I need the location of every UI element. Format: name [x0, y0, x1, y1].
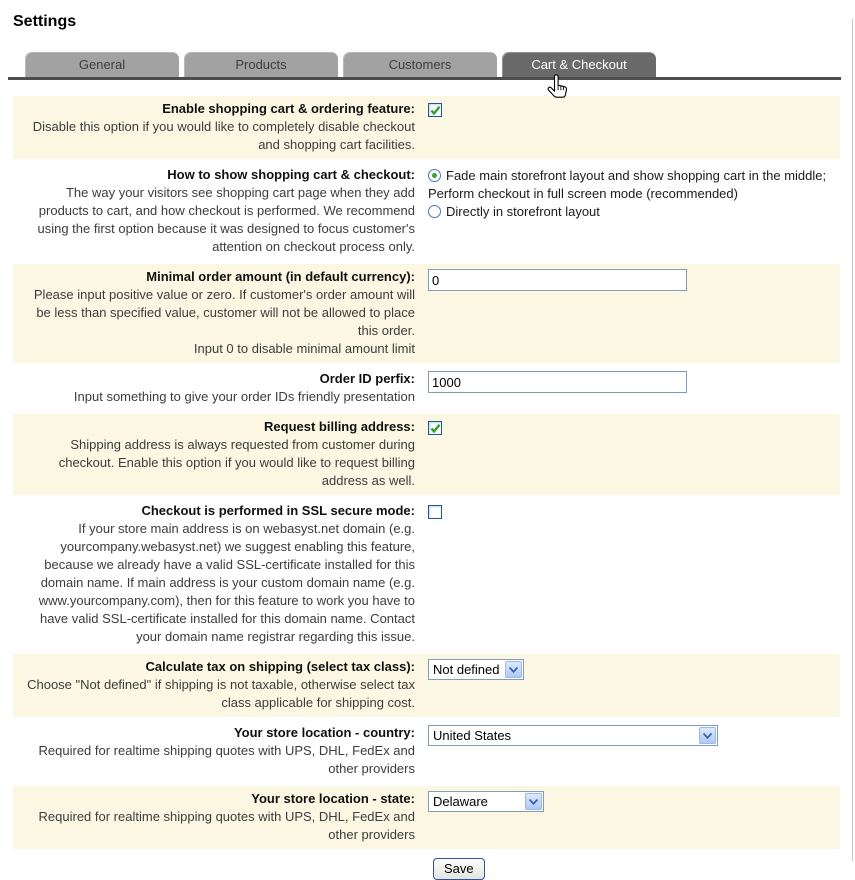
row-minimal-order-amount	[13, 264, 840, 363]
panel-right-border	[852, 19, 853, 861]
tab-general[interactable]: General	[25, 52, 179, 77]
tax-on-shipping-description: Choose "Not defined" if shipping is not taxable, otherwise select tax class applicable for shipping cost.	[27, 677, 415, 710]
row-cart-display-mode	[13, 162, 840, 261]
enable-cart-checkbox[interactable]	[428, 103, 442, 117]
chevron-down-icon	[699, 727, 716, 744]
page-title: Settings	[13, 13, 77, 30]
radio-option-storefront-layout-label: Directly in storefront layout	[446, 204, 600, 219]
radio-button-icon[interactable]	[428, 169, 441, 182]
tax-class-select-value: Not defined	[433, 662, 500, 677]
store-state-select-value: Delaware	[433, 794, 488, 809]
radio-option-fade-layout-label: Fade main storefront layout and show shopping cart in the middle; Perform checkout in full screen mode (recommended)	[428, 168, 827, 201]
cart-display-mode-label: How to show shopping cart & checkout:	[167, 167, 415, 182]
request-billing-address-checkbox[interactable]	[428, 421, 442, 435]
tab-cart-checkout[interactable]: Cart & Checkout	[502, 52, 656, 77]
minimal-order-amount-label: Minimal order amount (in default currency):	[146, 269, 415, 284]
row-order-id-prefix	[13, 366, 840, 411]
radio-option-fade-layout[interactable]	[428, 167, 840, 203]
tax-class-select[interactable]	[428, 659, 524, 680]
enable-cart-description: Disable this option if you would like to completely disable checkout and shopping cart facilities.	[32, 119, 415, 152]
row-enable-cart	[13, 96, 840, 159]
chevron-down-icon	[525, 793, 542, 810]
store-state-label: Your store location - state:	[251, 791, 415, 806]
row-store-country	[13, 720, 840, 783]
ssl-checkout-label: Checkout is performed in SSL secure mode:	[141, 503, 415, 518]
cart-display-mode-description: The way your visitors see shopping cart page when they add products to cart, and how checkout is performed. We recommend using the first option because it was designed to focus customer's attention on checkout process only.	[37, 185, 415, 254]
enable-cart-label: Enable shopping cart & ordering feature:	[162, 101, 415, 116]
store-country-description: Required for realtime shipping quotes with UPS, DHL, FedEx and other providers	[38, 743, 415, 776]
store-country-select-value: United States	[433, 728, 512, 743]
checkmark-icon	[430, 105, 441, 116]
row-request-billing-address	[13, 414, 840, 495]
tax-on-shipping-label: Calculate tax on shipping (select tax class):	[145, 659, 415, 674]
row-tax-on-shipping	[13, 654, 840, 717]
ssl-checkout-description: If your store main address is on webasyst.net domain (e.g. yourcompany.webasyst.net) we suggest enabling this feature, because we already have a valid SSL-certificate installed for this domain name. If main address is your custom domain name (e.g. www.yourcompany.com), then for this feature to work you have to have valid SSL-certificate installed for this domain name. Contact your domain name registrar regarding this issue.	[38, 521, 415, 644]
minimal-order-amount-hint: Input 0 to disable minimal amount limit	[193, 341, 415, 356]
store-state-description: Required for realtime shipping quotes with UPS, DHL, FedEx and other providers	[38, 809, 415, 842]
tab-customers[interactable]: Customers	[343, 52, 497, 77]
store-state-select[interactable]	[428, 791, 544, 812]
minimal-order-amount-description: Please input positive value or zero. If customer's order amount will be less than specified value, customer will not be allowed to place this order.	[33, 287, 415, 338]
tab-products[interactable]: Products	[184, 52, 338, 77]
chevron-down-icon	[505, 661, 522, 678]
order-id-prefix-label: Order ID perfix:	[319, 371, 415, 386]
row-ssl-checkout	[13, 498, 840, 651]
order-id-prefix-description: Input something to give your order IDs friendly presentation	[73, 389, 415, 404]
request-billing-address-label: Request billing address:	[264, 419, 415, 434]
cart-checkout-settings-form	[0, 96, 855, 880]
settings-tabs	[25, 52, 855, 77]
checkmark-icon	[430, 423, 441, 434]
radio-option-storefront-layout[interactable]	[428, 203, 840, 221]
request-billing-address-description: Shipping address is always requested from customer during checkout. Enable this option if you would like to request billing address as well.	[58, 437, 415, 488]
row-store-state	[13, 786, 840, 849]
tab-underline	[8, 77, 841, 80]
ssl-checkout-checkbox[interactable]	[428, 505, 442, 519]
store-country-label: Your store location - country:	[233, 725, 415, 740]
store-country-select[interactable]	[428, 725, 718, 746]
minimal-order-amount-input[interactable]	[428, 269, 687, 291]
order-id-prefix-input[interactable]	[428, 371, 687, 393]
radio-button-icon[interactable]	[428, 205, 441, 218]
save-button[interactable]: Save	[433, 858, 485, 880]
save-row	[13, 858, 840, 880]
